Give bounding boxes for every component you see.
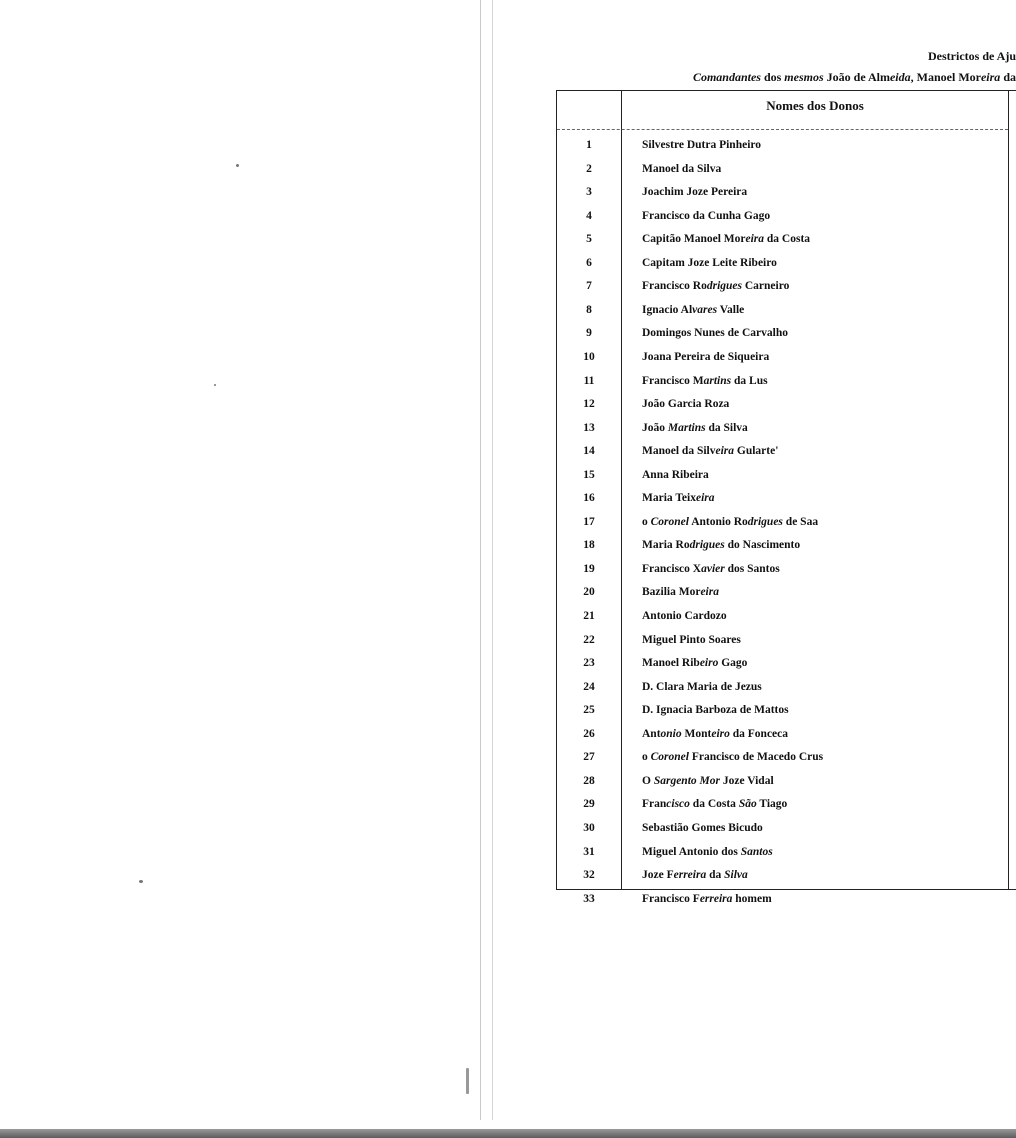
owner-name-part: da Costa	[689, 798, 739, 811]
owner-name-part: Silva	[724, 869, 748, 882]
owner-name-part: erreira	[699, 892, 733, 905]
row-number: 19	[583, 562, 595, 575]
row-number: 3	[586, 186, 592, 199]
owner-name-part: D. Ignacia Barboza de Mattos	[642, 704, 789, 717]
owner-name	[642, 746, 823, 769]
owner-name-part: Gago	[718, 657, 748, 670]
owner-name-part: da Silva	[705, 421, 748, 434]
table-row	[557, 793, 1008, 816]
owner-name-part: Valle	[717, 303, 745, 316]
row-number: 23	[583, 657, 595, 670]
owner-name-part: Bazilia Mor	[642, 586, 701, 599]
owner-name	[642, 205, 770, 228]
owner-name	[642, 511, 818, 534]
owner-name	[642, 793, 787, 816]
table-row	[557, 770, 1008, 793]
row-number: 16	[583, 492, 595, 505]
owner-name-part: Francisco M	[642, 374, 704, 387]
owner-name-part: Joze F	[642, 869, 674, 882]
row-number: 15	[583, 468, 595, 481]
owner-name	[642, 817, 763, 840]
owner-name-part: Manoel Rib	[642, 657, 700, 670]
owner-name-part: Manoel da Silv	[642, 445, 716, 458]
row-number: 31	[583, 845, 595, 858]
subtitle-part: dos	[760, 70, 785, 84]
row-number: 24	[583, 680, 595, 693]
owner-name	[642, 676, 762, 699]
row-number: 11	[583, 374, 595, 387]
owner-name-part: Joana Pereira de Siqueira	[642, 350, 770, 363]
owner-name	[642, 605, 727, 628]
row-number: 22	[583, 633, 595, 646]
table-row	[557, 817, 1008, 840]
page-title	[928, 49, 1016, 64]
owner-name-part: Santos	[740, 845, 773, 858]
column-divider	[1008, 91, 1009, 889]
owner-name-part: eira	[715, 445, 735, 458]
header-rule	[557, 129, 1008, 130]
owner-name-part: onio	[660, 727, 682, 740]
owner-name-part: drigues	[689, 539, 725, 552]
table-row	[557, 252, 1008, 275]
owner-name-part: drigues	[747, 515, 783, 528]
table-row	[557, 534, 1008, 557]
owner-name-part: Francisco Ro	[642, 280, 707, 293]
table-row	[557, 864, 1008, 887]
owner-name-part: Maria Teix	[642, 492, 696, 505]
owner-name	[642, 370, 768, 393]
row-number: 2	[586, 162, 592, 175]
page-subtitle	[693, 70, 1016, 85]
owner-name-part: Mont	[681, 727, 712, 740]
owner-name	[642, 181, 747, 204]
owner-name-part: da Costa	[764, 233, 811, 246]
owner-name	[642, 534, 800, 557]
owner-name	[642, 346, 769, 369]
row-number: 8	[586, 303, 592, 316]
owner-name	[642, 581, 719, 604]
owner-name-part: João	[642, 421, 668, 434]
owner-name	[642, 888, 772, 911]
owner-name	[642, 417, 748, 440]
row-number: 6	[586, 256, 592, 269]
subtitle-part: Comandantes	[692, 70, 761, 84]
gutter-line-right	[492, 0, 493, 1120]
row-number: 9	[586, 327, 592, 340]
table-row	[557, 134, 1008, 157]
row-number: 32	[583, 869, 595, 882]
owner-name-part: eira	[696, 492, 715, 505]
owner-name-part: Sargento Mor	[653, 774, 720, 787]
owner-name-part: Coronel	[650, 751, 689, 764]
owner-name-part: São	[738, 798, 757, 811]
owner-name-part: cisco	[666, 798, 690, 811]
scan-bottom-bar	[0, 1129, 1016, 1138]
row-number: 27	[583, 751, 595, 764]
owner-name-part: Francisco de Macedo Crus	[688, 751, 824, 764]
owner-name-part: da Lus	[731, 374, 768, 387]
table-row	[557, 841, 1008, 864]
owner-name	[642, 393, 729, 416]
owner-name-part: Capitão Manoel Mor	[642, 233, 746, 246]
row-number: 20	[583, 586, 595, 599]
table-row	[557, 440, 1008, 463]
owner-name-part: avier	[701, 562, 725, 575]
owner-name-part: da	[706, 869, 725, 882]
owner-name-part: Sebastião Gomes Bicudo	[642, 821, 763, 834]
owner-name-part: Carneiro	[742, 280, 790, 293]
row-number: 30	[583, 821, 595, 834]
gutter-line-left	[480, 0, 481, 1120]
owner-name-part: Silvestre Dutra Pinheiro	[642, 139, 762, 151]
table-row	[557, 888, 1008, 911]
table-row	[557, 605, 1008, 628]
owner-name	[642, 841, 773, 864]
subtitle-part: mesmos	[784, 70, 824, 84]
row-number: 13	[583, 421, 595, 434]
scan-speck	[214, 384, 216, 386]
scan-speck	[466, 1068, 469, 1094]
owner-name-part: Tiago	[756, 798, 788, 811]
book-gutter	[468, 0, 498, 1128]
owner-name-part: Antonio Cardozo	[642, 610, 727, 622]
table-row	[557, 346, 1008, 369]
owner-name	[642, 228, 810, 251]
scan-speck	[236, 164, 239, 167]
row-number: 1	[586, 139, 592, 151]
subtitle-part: João de Alm	[823, 70, 890, 84]
row-number: 29	[583, 798, 595, 811]
table-row	[557, 676, 1008, 699]
row-number: 26	[583, 727, 595, 740]
row-number: 10	[583, 350, 595, 363]
owner-name-part: Francisco X	[642, 562, 702, 575]
owner-name-part: Francisco da Cunha Gago	[642, 209, 771, 222]
owner-name-part: João Garcia Roza	[642, 398, 730, 411]
row-number: 25	[583, 704, 595, 717]
table-row	[557, 652, 1008, 675]
owner-name-part: D. Clara Maria de Jezus	[642, 680, 762, 693]
owner-name-part: O	[642, 774, 654, 787]
row-number: 4	[586, 209, 592, 222]
table-row	[557, 746, 1008, 769]
owner-name	[642, 652, 747, 675]
owner-name	[642, 464, 709, 487]
table-row	[557, 393, 1008, 416]
subtitle-part: da	[1000, 70, 1016, 84]
owner-name-part: Joze Vidal	[719, 774, 774, 787]
table-row	[557, 464, 1008, 487]
owner-name-part: homem	[732, 892, 772, 905]
table-row	[557, 487, 1008, 510]
owner-name-part: Antonio Ro	[688, 515, 748, 528]
owner-name-part: Maria Ro	[642, 539, 690, 552]
table-row	[557, 511, 1008, 534]
owner-name	[642, 134, 761, 157]
owner-name-part: Miguel Antonio dos	[642, 845, 741, 858]
owner-name-part: de Saa	[782, 515, 819, 528]
table-row	[557, 275, 1008, 298]
owner-name-part: da Fonceca	[729, 727, 789, 740]
owner-name-part: Fran	[642, 798, 667, 811]
row-number: 5	[586, 233, 592, 246]
owner-name	[642, 558, 780, 581]
row-number: 21	[583, 610, 595, 622]
table-row	[557, 558, 1008, 581]
row-number: 28	[583, 774, 595, 787]
owner-name-part: Martins	[667, 421, 706, 434]
owner-name	[642, 275, 789, 298]
table-row	[557, 205, 1008, 228]
owner-name	[642, 299, 744, 322]
row-number: 7	[586, 280, 592, 293]
owner-name-part: Francisco F	[642, 892, 700, 905]
table-row	[557, 699, 1008, 722]
owner-name	[642, 440, 778, 463]
table-row	[557, 370, 1008, 393]
owner-name-part: Domingos Nunes de Carvalho	[642, 327, 789, 340]
table-row	[557, 228, 1008, 251]
owner-name-part: Ignacio Al	[642, 303, 693, 316]
owner-name-part: eiro	[699, 657, 719, 670]
table-row	[557, 629, 1008, 652]
owner-name-part: eira	[700, 586, 719, 599]
owner-name	[642, 322, 788, 345]
owner-name	[642, 487, 715, 510]
owner-name	[642, 699, 789, 722]
owner-name-part: Miguel Pinto Soares	[642, 633, 741, 646]
subtitle-part: eida	[889, 70, 911, 84]
column-header-names: Nomes dos Donos	[766, 98, 864, 113]
row-number: 33	[583, 892, 595, 905]
owner-name-part: Manoel da Silva	[642, 162, 722, 175]
owner-name	[642, 158, 721, 181]
row-number: 14	[583, 445, 595, 458]
owner-name-part: Capitam Joze Leite Ribeiro	[642, 256, 777, 269]
owner-name-part: o	[642, 515, 651, 528]
owner-name-part: Anna Ribeira	[642, 468, 709, 481]
table-row	[557, 723, 1008, 746]
owner-name-part: Ant	[642, 727, 661, 740]
owner-name-part: artins	[703, 374, 732, 387]
owners-table	[556, 90, 1016, 905]
owner-name	[642, 723, 788, 746]
row-number: 18	[583, 539, 595, 552]
owner-name-part: do Nascimento	[724, 539, 801, 552]
owner-name	[642, 629, 741, 652]
table-row	[557, 181, 1008, 204]
table-row	[557, 158, 1008, 181]
owner-name-part: Gularte'	[734, 445, 779, 458]
row-number: 12	[583, 398, 595, 411]
owner-name	[642, 252, 777, 275]
owner-name-part: Joachim Joze Pereira	[642, 186, 748, 199]
owner-name-part: dos Santos	[724, 562, 780, 575]
owner-name-part: erreira	[673, 869, 707, 882]
table-row	[557, 299, 1008, 322]
owner-name-part: eiro	[711, 727, 730, 740]
owner-name	[642, 770, 774, 793]
owner-name-part: Coronel	[650, 515, 689, 528]
owner-name	[642, 864, 748, 887]
table-row	[557, 322, 1008, 345]
row-number: 17	[583, 515, 595, 528]
scan-speck	[139, 880, 143, 883]
owner-name-part: drigues	[706, 280, 742, 293]
table-row	[557, 581, 1008, 604]
subtitle-part: eira	[980, 70, 1001, 84]
title-text: Destrictos de Aju	[928, 49, 1016, 63]
table-row	[557, 417, 1008, 440]
owner-name-part: eira	[745, 233, 765, 246]
owner-name-part: o	[642, 751, 651, 764]
owner-name-part: vares	[692, 303, 718, 316]
subtitle-part: , Manoel Mor	[910, 70, 981, 84]
